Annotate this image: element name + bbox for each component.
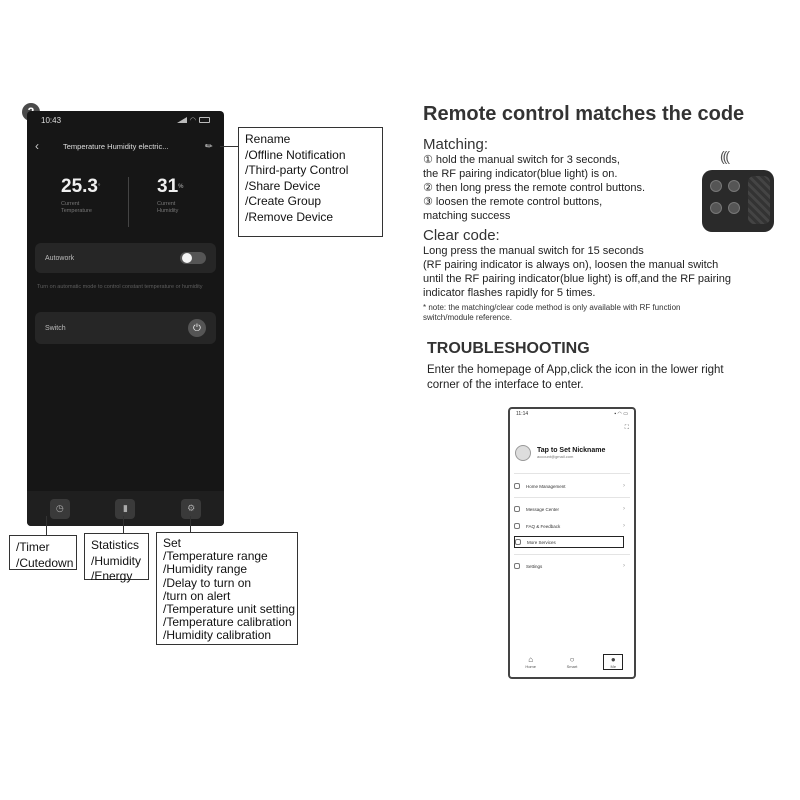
set-option: Set [163, 536, 182, 550]
temperature-label-2: Temperature [61, 208, 92, 214]
chevron-right-icon: › [623, 506, 625, 512]
toggle-knob [182, 253, 192, 263]
app-profile-screenshot [508, 407, 636, 679]
divider [514, 554, 630, 555]
edit-pencil-icon[interactable]: ✎ [202, 139, 215, 152]
autowork-label: Autowork [45, 254, 75, 262]
temperature-label-1: Current [61, 201, 80, 207]
menu-item-label: Home Management [526, 483, 566, 489]
tab-label: Me [610, 664, 617, 669]
remote-button [710, 202, 722, 214]
troubleshooting-line: corner of the interface to enter. [427, 379, 584, 391]
feedback-icon [514, 523, 520, 529]
callout-connector [46, 516, 47, 535]
tab-label: Smart [566, 664, 578, 669]
temperature-reading [27, 177, 128, 227]
menu-item-label: More Services [527, 539, 556, 545]
signal-icon [177, 117, 187, 123]
wireless-signal-icon: ((( [720, 148, 728, 164]
account-email: account@gmail.com [537, 454, 574, 459]
mini-status-icons: ▪ ◠ ▭ [614, 411, 628, 417]
clear-code-line: (RF pairing indicator is always on), loosen the manual switch [423, 259, 719, 271]
menu-item-settings[interactable] [514, 560, 630, 572]
remote-button [728, 180, 740, 192]
humidity-unit: % [178, 184, 184, 190]
set-option: /Temperature range [163, 549, 268, 564]
statistics-option: /Humidity [91, 553, 142, 568]
battery-icon [199, 117, 210, 123]
statistics-option: Statistics [91, 538, 140, 552]
set-option: /Humidity calibration [163, 628, 272, 643]
set-option: /Humidity range [163, 562, 248, 577]
back-arrow-icon[interactable]: ‹ [35, 139, 39, 153]
timer-option: /Cutedown [16, 555, 74, 570]
edit-option: /Remove Device [245, 209, 334, 224]
set-option: /Delay to turn on [163, 575, 252, 590]
humidity-reading [128, 177, 224, 227]
menu-item-label: FAQ & Feedback [526, 523, 561, 529]
mini-status-time: 11:14 [516, 411, 529, 417]
set-callout [156, 532, 298, 645]
note-line: * note: the matching/clear code method is only available with RF function [423, 303, 681, 312]
settings-icon [514, 563, 520, 569]
remote-texture [748, 176, 770, 224]
timer-clock-icon[interactable]: ◷ [50, 499, 70, 519]
switch-card [35, 312, 216, 344]
mini-status-bar [510, 409, 634, 419]
menu-item-faq-feedback[interactable] [514, 520, 630, 532]
matching-line: ③ loosen the remote control buttons, [423, 196, 603, 208]
matching-line: the RF pairing indicator(blue light) is on. [423, 168, 618, 180]
status-time: 10:43 [41, 115, 62, 125]
timer-option: /Timer [16, 540, 50, 554]
timer-callout [9, 535, 77, 570]
device-control-screenshot [27, 111, 224, 526]
power-icon[interactable]: ⏻ [188, 319, 206, 337]
page-title: Remote control matches the code [423, 103, 745, 125]
autowork-toggle[interactable] [180, 252, 206, 264]
temperature-value: 25.3 [61, 176, 98, 197]
matching-line: matching success [423, 210, 511, 222]
edit-options-callout [238, 127, 383, 237]
switch-label: Switch [45, 324, 66, 332]
menu-item-message-center[interactable] [514, 503, 630, 515]
wifi-icon: ◠ [189, 117, 196, 124]
sensor-readings [27, 177, 224, 227]
statistics-bar-chart-icon[interactable]: ▮ [115, 499, 135, 519]
divider [514, 497, 630, 498]
status-icons [177, 116, 210, 124]
menu-item-label: Settings [526, 563, 543, 569]
set-option: /turn on alert [163, 588, 231, 603]
settings-gear-icon[interactable]: ⚙ [181, 499, 201, 519]
menu-item-label: Message Center [526, 506, 560, 512]
device-title: Temperature Humidity electric... [63, 141, 169, 151]
device-header [27, 137, 224, 155]
nickname-label: Tap to Set Nickname [537, 447, 606, 454]
autowork-note: Turn on automatic mode to control constant temperature or humidity [37, 284, 203, 290]
statistics-callout [84, 533, 149, 583]
bottom-toolbar [27, 491, 224, 526]
edit-option: /Offline Notification [245, 147, 346, 162]
clear-code-line: until the RF pairing indicator(blue light) is off,and the RF pairing [423, 273, 731, 285]
callout-connector [190, 516, 191, 532]
humidity-value: 31 [157, 176, 179, 197]
edit-option: /Create Group [245, 194, 322, 208]
avatar [515, 445, 531, 461]
chevron-right-icon: › [623, 483, 625, 489]
callout-connector [123, 516, 124, 533]
clear-code-line: Long press the manual switch for 15 seconds [423, 245, 644, 257]
scan-icon[interactable]: ⛶ [624, 425, 629, 431]
menu-item-home-management[interactable] [514, 480, 630, 492]
autowork-card [35, 243, 216, 273]
smart-tab-icon: ○ [569, 655, 575, 664]
set-option: /Temperature unit setting [163, 602, 296, 617]
tab-home[interactable] [521, 655, 541, 669]
chevron-right-icon: › [623, 523, 625, 529]
edit-option: /Third-party Control [245, 163, 349, 177]
tab-smart[interactable] [562, 655, 582, 669]
edit-option: /Share Device [245, 178, 321, 193]
humidity-label-1: Current [157, 201, 176, 207]
clear-code-heading: Clear code: [423, 227, 500, 244]
home-tab-icon: ⌂ [528, 655, 534, 664]
mini-tab-bar [510, 651, 634, 673]
tab-label: Home [525, 664, 536, 669]
edit-option: Rename [245, 132, 291, 146]
home-icon [514, 483, 520, 489]
set-option: /Temperature calibration [163, 615, 292, 630]
matching-heading: Matching: [423, 136, 489, 153]
troubleshooting-heading: TROUBLESHOOTING [427, 340, 590, 357]
humidity-label-2: Humidity [157, 208, 179, 214]
matching-line: ① hold the manual switch for 3 seconds, [423, 154, 620, 166]
tab-me[interactable] [603, 654, 623, 670]
menu-item-more-services[interactable] [514, 536, 624, 548]
matching-line: ② then long press the remote control buttons. [423, 182, 646, 194]
remote-button [728, 202, 740, 214]
statistics-option: /Energy [91, 569, 133, 583]
clear-code-line: indicator flashes rapidly for 5 times. [423, 287, 596, 299]
temperature-unit: ° [97, 184, 101, 190]
message-icon [514, 506, 520, 512]
profile-row[interactable] [515, 445, 605, 461]
troubleshooting-line: Enter the homepage of App,click the icon in the lower right [427, 364, 724, 376]
chevron-right-icon: › [623, 563, 625, 569]
services-icon [515, 539, 521, 545]
profile-tab-icon: ● [610, 655, 616, 664]
remote-button [710, 180, 722, 192]
callout-connector [220, 146, 238, 147]
rf-remote-control-illustration [702, 170, 774, 232]
note-line: switch/module reference. [423, 313, 512, 322]
status-bar [27, 111, 224, 129]
divider [514, 473, 630, 474]
